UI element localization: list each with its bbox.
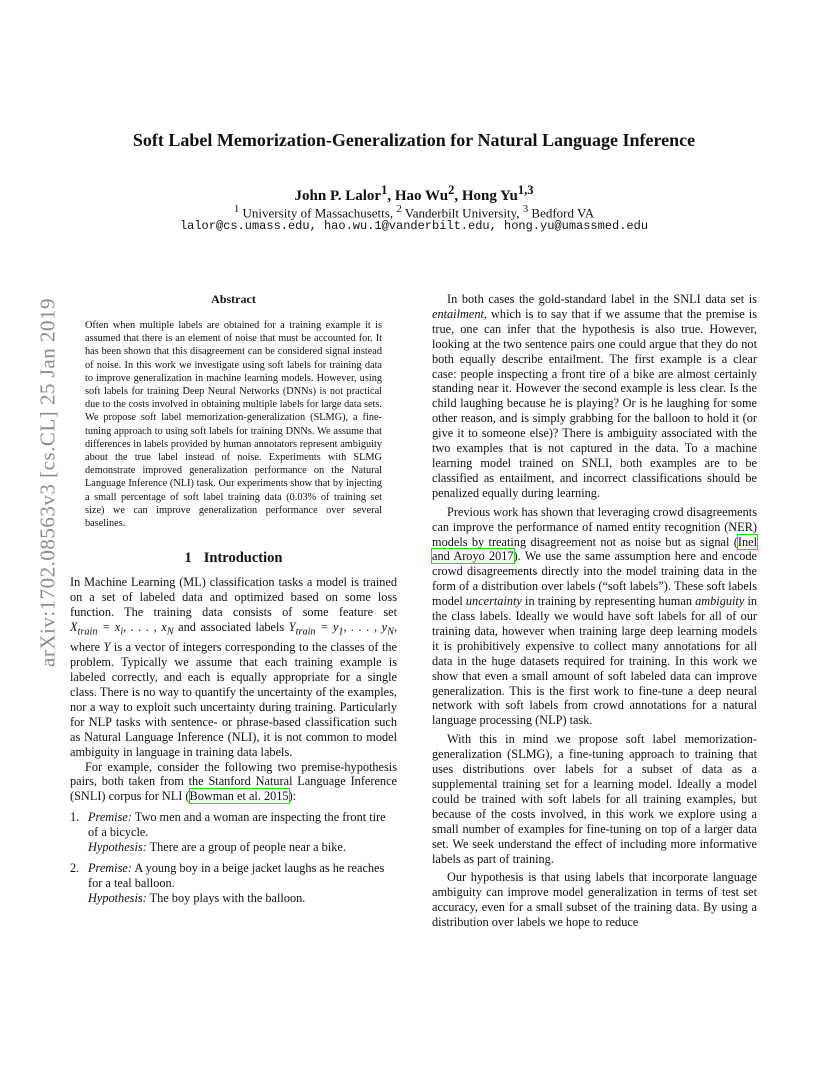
author-emails: lalor@cs.umass.edu, hao.wu.1@vanderbilt.edu, hong.yu@umassmed.edu <box>179 219 649 233</box>
example-list <box>70 810 397 905</box>
math-expression <box>288 619 394 638</box>
hypothesis-text: The boy plays with the balloon. <box>146 890 306 905</box>
author-sup: 2 <box>448 183 455 197</box>
citation-link[interactable]: Bowman et al. 2015 <box>189 789 289 804</box>
math-expression <box>70 619 174 638</box>
author-list: John P. Lalor$^1$, Hao Wu$^2$, Hong Yu$^{1,3}$ <box>294 183 534 204</box>
right-paragraph-4: Our hypothesis is that using labels that incorporate language ambiguity can improve model generalization in terms of test set accuracy, even for a small subset of the training data. By using a distribution over labels we hope to reduce <box>432 870 757 930</box>
list-number: 1. <box>70 810 80 825</box>
arxiv-stamp-text: arXiv:1702.08563v3 [cs.CL] 25 Jan 2019 <box>35 298 60 667</box>
text-run: In both cases the gold-standard label in the SNLI data set is <box>447 292 757 306</box>
text-run: ). We use the same assumption here and encode crowd disagreements directly into the model training data in the form of a distribution over labels (“soft labels”). These soft labels model <box>432 549 757 609</box>
math-symbol: Y <box>103 640 111 655</box>
affil-sup: 2 <box>396 203 402 215</box>
affil-sup: 3 <box>522 203 529 215</box>
section-title: Introduction <box>203 550 283 567</box>
math-symbol: , . . . , y <box>343 619 388 634</box>
list-item <box>70 810 397 855</box>
emphasis: uncertainty <box>465 594 522 609</box>
list-number: 2. <box>70 861 80 876</box>
author-sup: 1,3 <box>517 183 534 197</box>
math-subscript: 1 <box>338 626 344 638</box>
text-run: in the class labels. Ideally we would have soft labels for all of our training data, however when training large deep learning models it is prohibitively expensive to collect many annotations for all data in the huge datasets required for training. In this work we show that even a small amount of soft labeled data can improve generalization. This is the first work to fine-tune a deep neural network with soft labels from crowd annotations for a natural language processing (NLP) task. <box>432 594 758 728</box>
right-paragraph-1 <box>432 292 757 501</box>
math-symbol: Y <box>288 619 296 634</box>
author-sup: 1 <box>381 183 388 197</box>
text-run: ): <box>288 789 297 804</box>
premise-label: Premise: <box>88 861 132 876</box>
text-run: For example, consider the following two premise-hypothesis pairs, both taken from the Stanford Natural Language Inference (SNLI) corpus for NLI ( <box>70 759 397 804</box>
author-name: Hong Yu <box>461 188 518 204</box>
math-symbol: = y <box>315 619 339 634</box>
premise-text: A young boy in a beige jacket laughs as he reaches for a teal balloon. <box>88 861 385 890</box>
hypothesis-text: There are a group of people near a bike. <box>146 840 346 855</box>
math-subscript: train <box>295 626 316 638</box>
list-item <box>70 861 397 906</box>
abstract-heading: Abstract <box>211 292 256 306</box>
math-subscript: train <box>77 626 98 638</box>
right-paragraph-3: With this in mind we propose soft label memorization-generalization (SLMG), a fine-tuning approach to training that uses distributions over labels for a subset of data as a supplemental training set for a learning model. Ideally a model could be trained with soft labels for all training examples, but because of the costs involved, in this work we explore using a small number of examples for fine-tuning on top of a larger data set. We seek understand the effect of including more informative labels as part of training. <box>432 732 757 866</box>
text-run: , which is to say that if we assume that the premise is true, one can infer that the hypothesis is also true. However, looking at the two sentence pairs one could argue that they do not both equally describe entailment. The first example is a clear case: people inspecting a front tire of a bike are almost certainly standing near it. However the second example is less clear. Is the child laughing because he is playing? Or is he laughing for some other reason, and is simply grabbing for the balloon to hold it (or give it to someone else)? There is ambiguity associated with the two examples that is not captured in the data. To a machine learning model trained on SNLI, both examples are to be classified as entailment, and incorrect classifications should be penalized equally during learning. <box>432 306 757 500</box>
premise-label: Premise: <box>88 810 132 825</box>
section-number: 1 <box>184 550 192 567</box>
emphasis: ambiguity <box>695 594 745 609</box>
text-run: In Machine Learning (ML) classification tasks a model is trained on a set of labeled data and optimized based on some loss function. The training data consists of some feature set <box>70 575 397 620</box>
affil-name: Bedford VA <box>531 205 595 221</box>
affil-sup: 1 <box>233 203 240 215</box>
right-paragraph-2 <box>432 505 757 729</box>
text-run: in training by representing human <box>521 594 696 609</box>
math-symbol: = x <box>97 619 121 634</box>
math-subscript: N <box>387 626 394 638</box>
left-column <box>70 292 397 912</box>
intro-paragraph-2 <box>70 760 397 805</box>
affil-name: University of Massachusetts, <box>242 205 394 221</box>
hypothesis-label: Hypothesis: <box>88 840 147 855</box>
emphasis: entailment <box>432 306 484 321</box>
section-heading-introduction <box>70 550 397 567</box>
premise-text: Two men and a woman are inspecting the front tire of a bicycle. <box>88 810 386 840</box>
right-column <box>432 292 757 930</box>
author-name: Hao Wu <box>394 188 449 204</box>
text-run: , where <box>70 619 398 655</box>
text-run: and associated labels <box>173 619 289 634</box>
author-name: John P. Lalor <box>294 188 382 204</box>
paper-title: Soft Label Memorization-Generalization for Natural Language Inference <box>132 130 696 150</box>
math-symbol: X <box>70 619 78 634</box>
math-subscript: i <box>120 626 124 638</box>
math-symbol: , . . . , x <box>123 619 167 634</box>
affil-name: Vanderbilt University, <box>404 205 520 221</box>
abstract-body: Often when multiple labels are obtained for a training example it is assumed that there is an element of noise that must be accounted for. It has been shown that this disagreement can be considered signal instead of noise. In this work we investigate using soft labels for training data to improve generalization in machine learning models. However, using soft labels for training Deep Neural Networks (DNNs) is not practical due to the costs involved in obtaining multiple labels for large data sets. We propose soft label memorization-generalization (SLMG), a fine-tuning approach to using soft labels for training DNNs. We assume that differences in labels provided by human annotators represent ambiguity about the true label instead of noise. Experiments with SLMG demonstrate improved generalization performance on the Natural Language Inference (NLI) task. Our experiments show that by injecting a small percentage of soft label training data (0.03% of training set size) we can improve generalization performance over several baselines. <box>85 320 382 530</box>
text-run: Previous work has shown that leveraging crowd disagreements can improve the performance of named entity recognition (NER) models by treating disagreement not as noise but as signal ( <box>432 504 757 549</box>
intro-paragraph-1 <box>70 575 397 759</box>
text-run: is a vector of integers corresponding to the classes of the problem. Typically we assume that each training example is labeled correctly, and each is equally appropriate for a single class. There is no way to quantify the uncertainty of the examples, nor a way to exploit such uncertainty during training. Particularly for NLP tasks with sentence- or phrase-based classification such as Natural Language Inference (NLI), it is not common to model ambiguity in language in training data labels. <box>70 640 397 759</box>
citation-link[interactable]: Inel and Aroyo 2017 <box>432 534 757 564</box>
hypothesis-label: Hypothesis: <box>88 890 147 905</box>
math-subscript: N <box>166 626 174 638</box>
